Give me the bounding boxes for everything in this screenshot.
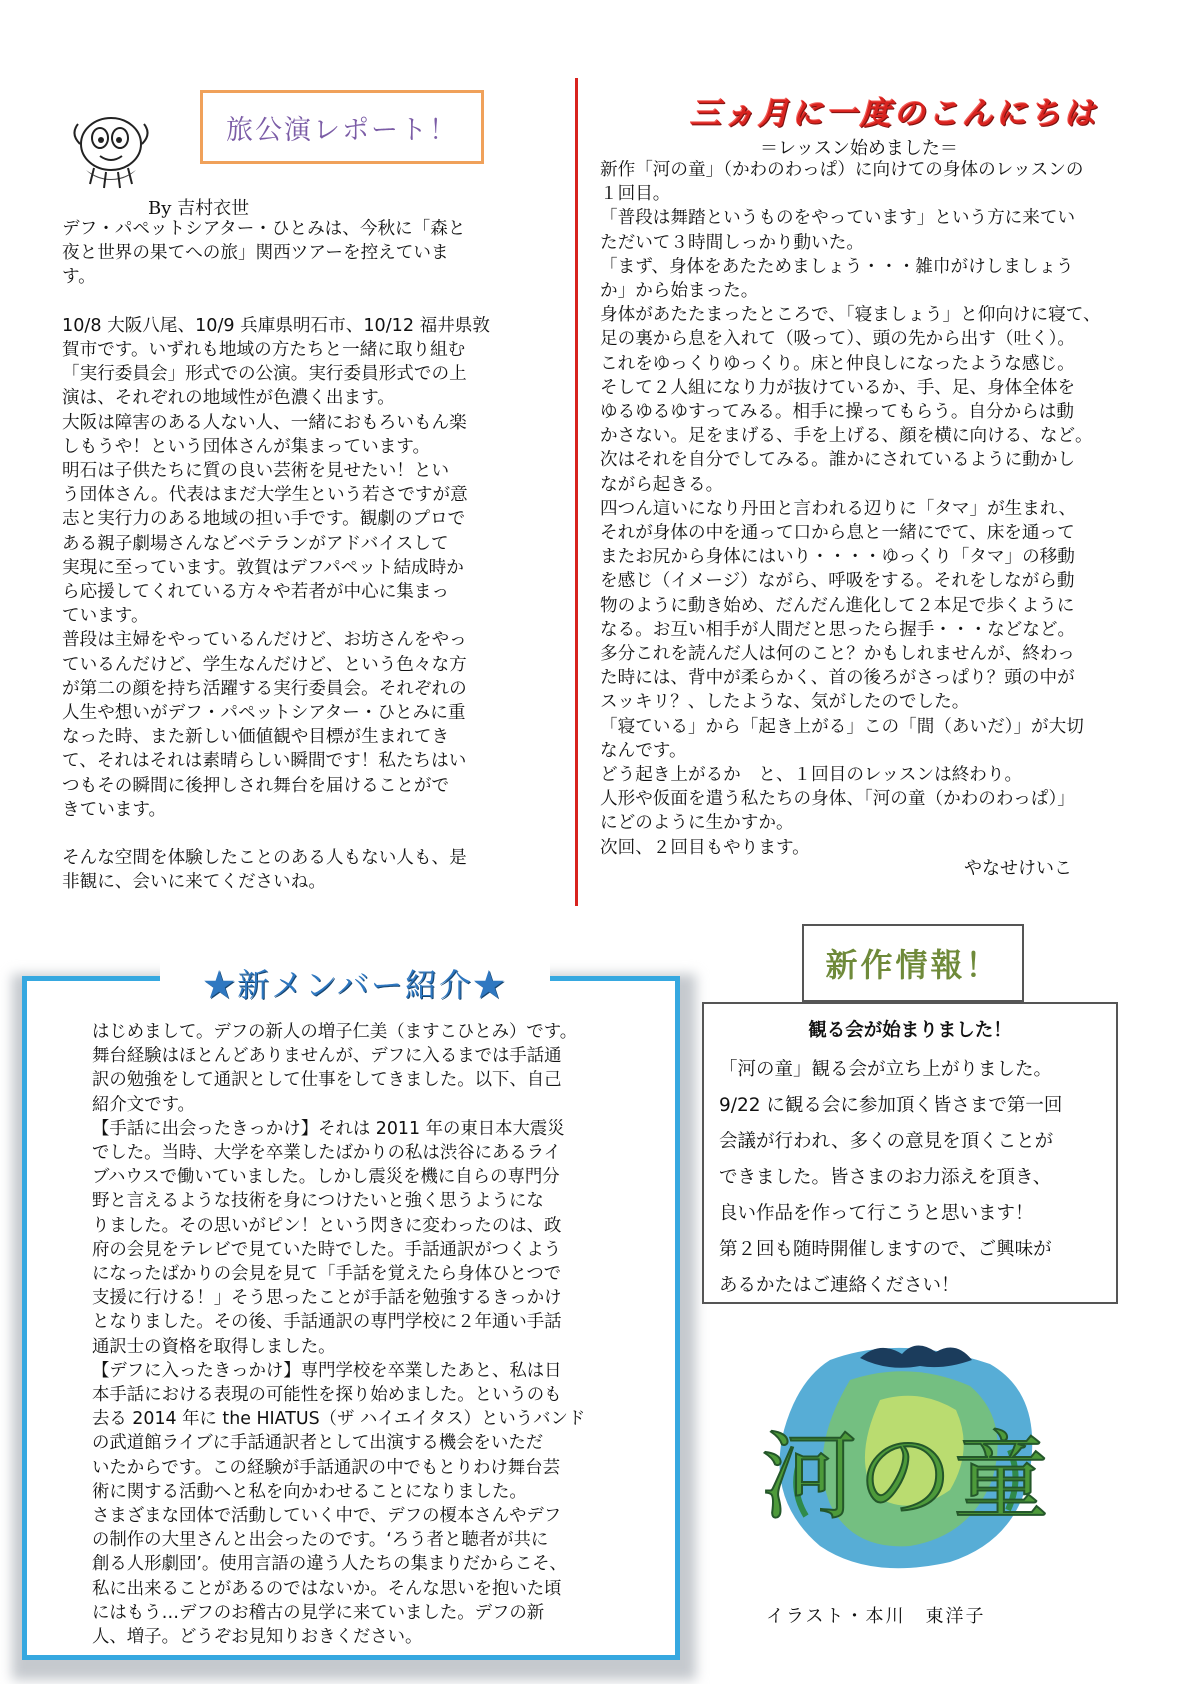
travel-report-byline: By 吉村衣世	[148, 198, 250, 219]
new-work-body: 「河の童」観る会が立ち上がりました。 9/22 に観る会に参加頂く皆さまで第一回 会議が行われ、多くの意見を頂くことが できました。皆さまのお力添えを頂き、 良い作品を作って行こうと思います！ 第２回も随時開催しますので、ご興味が あるかたはご連絡ください！	[719, 1059, 1063, 1296]
new-member-body: はじめまして。デフの新人の増子仁美（ますこひとみ）です。 舞台経験はほとんどありませんが、デフに入るまでは手話通 訳の勉強をして通訳として仕事をしてきました。以下、自己 紹介文です。 【手話に出会ったきっかけ】それは 2011 年の東日本大震災 でした。当時、大学を卒業したばかりの私は渋谷にあるライ ブハウスで働いていました。しかし震災を機に自らの専門分 野と言えるような技術を身につけたいと強く思うようにな りました。その思いがピン！という閃きに変わったのは、政 府の会見をテレビで見ていた時でした。手話通訳がつくよう になったばかりの会見を見て「手話を覚えたら身体ひとつで 支援に行ける！」そう思ったことが手話を勉強するきっかけ となりました。その後、手話通訳の専門学校に２年通い手話 通訳士の資格を取得しました。 【デフに入ったきっかけ】専門学校を卒業したあと、私は日 本手話における表現の可能性を探り始めました。というのも 去る 2014 年に the HIATUS（ザ ハイエイタス）というバンド の武道館ライブに手話通訳者として出演する機会をいただ いたからです。この経験が手話通訳の中でもとりわけ舞台芸 術に関する活動へと私を向かわせることになりました。 さまざまな団体で活動していく中で、デフの榎本さんやデフ の制作の大里さんと出会ったのです。‘ろう者と聴者が共に 創る人形劇団’。使用言語の違う人たちの集まりだからこそ、 私に出来ることがあるのではないか。そんな思いを抱いた頃 にはもう…デフのお稽古の見学に来ていました。デフの新 人、増子。どうぞお見知りおきください。	[92, 1022, 586, 1648]
kappa-art-title: 河の童	[761, 1421, 1049, 1533]
column-divider	[575, 78, 578, 906]
mascot-illustration	[66, 104, 156, 190]
illustration-credit: イラスト・本川 東洋子	[766, 1606, 986, 1627]
quarterly-signature: やなせけいこ	[964, 858, 1072, 879]
kappa-artwork	[760, 1340, 1050, 1580]
new-work-title: 新作情報！	[802, 924, 1024, 1002]
new-work-subtitle: 観る会が始まりました！	[808, 1020, 1012, 1041]
new-member-title: ★新メンバー紹介★	[160, 955, 550, 1011]
quarterly-title: 三ヵ月に一度のこんにちは	[690, 96, 1098, 132]
quarterly-subtitle: ＝レッスン始めました＝	[760, 138, 958, 159]
travel-report-title: 旅公演レポート！	[200, 90, 484, 164]
travel-report-body: デフ・パペットシアター・ひとみは、今秋に「森と 夜と世界の果てへの旅」関西ツアーを控えていま す。 10/8 大阪八尾、10/9 兵庫県明石市、10/12 福井県敦 賀市です。いずれも地域の方たちと一緒に取り組む 「実行委員会」形式での公演。実行委員形式での上 演は、それぞれの地域性が色濃く出ます。 大阪は障害のある人ない人、一緒におもろいもん楽 しもうや！という団体さんが集まっています。 明石は子供たちに質の良い芸術を見せたい！とい う団体さん。代表はまだ大学生という若さですが意 志と実行力のある地域の担い手です。観劇のプロで ある親子劇場さんなどベテランがアドバイスして 実現に至っています。敦賀はデフパペット結成時か ら応援してくれている方々や若者が中心に集まっ ています。 普段は主婦をやっているんだけど、お坊さんをやっ ているんだけど、学生なんだけど、という色々な方 が第二の顔を持ち活躍する実行委員会。それぞれの 人生や想いがデフ・パペットシアター・ひとみに重 なった時、また新しい価値観や目標が生まれてき て、それはそれは素晴らしい瞬間です！私たちはい つもその瞬間に後押しされ舞台を届けることがで きています。 そんな空間を体験したことのある人もない人も、是 非観に、会いに来てくださいね。	[62, 219, 490, 893]
quarterly-body: 新作「河の童」（かわのわっぱ）に向けての身体のレッスンの １回目。 「普段は舞踏というものをやっています」という方に来てい ただいて３時間しっかり動いた。 「まず、身体をあたためましょう・・・雑巾がけしましょう か」から始まった。 身体があたたまったところで、「寝ましょう」と仰向けに寝て、 足の裏から息を入れて（吸って）、頭の先から出す（吐く）。 これをゆっくりゆっくり。床と仲良しになったような感じ。 そして２人組になり力が抜けているか、手、足、身体全体を ゆるゆるゆすってみる。相手に操ってもらう。自分からは動 かさない。足をまげる、手を上げる、顔を横に向ける、など。 次はそれを自分でしてみる。誰かにされているように動かし ながら起きる。 四つん這いになり丹田と言われる辺りに「タマ」が生まれ、 それが身体の中を通って口から息と一緒にでて、床を通って またお尻から身体にはいり・・・・ゆっくり「タマ」の移動 を感じ（イメージ）ながら、呼吸をする。それをしながら動 物のように動き始め、だんだん進化して２本足で歩くように なる。お互い相手が人間だと思ったら握手・・・などなど。 多分これを読んだ人は何のこと？かもしれませんが、終わっ た時には、背中が柔らかく、首の後ろがさっぱり？頭の中が スッキリ？、したような、気がしたのでした。 「寝ている」から「起き上がる」この「間（あいだ）」が大切 なんです。 どう起き上がるか と、１回目のレッスンは終わり。 人形や仮面を遣う私たちの身体、「河の童（かわのわっぱ）」 にどのように生かすか。 次回、２回目もやります。	[600, 160, 1101, 858]
